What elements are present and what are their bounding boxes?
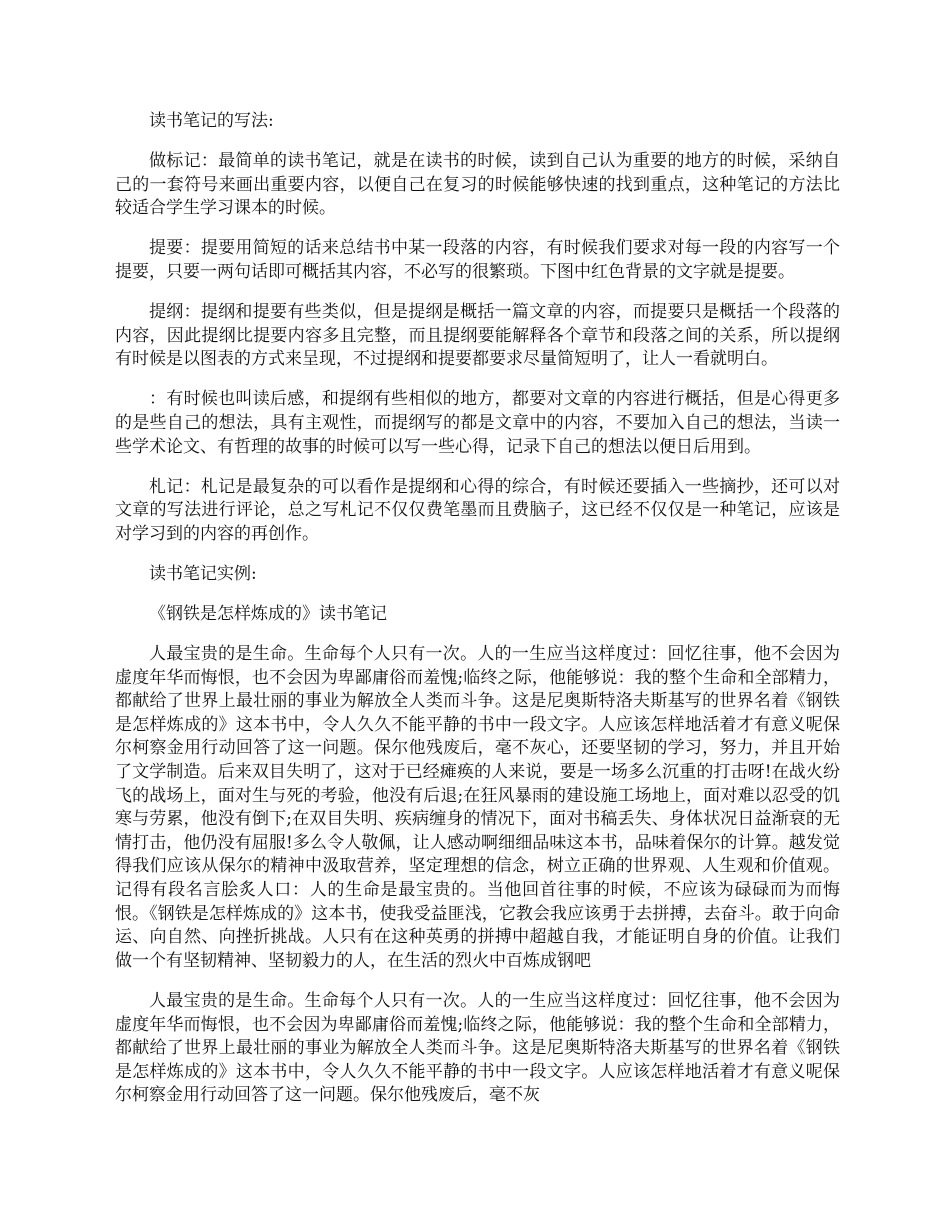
section-heading-methods: 读书笔记的写法: bbox=[149, 111, 274, 131]
paragraph-notes: 札记：札记是最复杂的可以看作是提纲和心得的综合，有时候还要插入一些摘抄，还可以对文章的写法进行评论，总之写札记不仅仅费笔墨而且费脑子，这已经不仅仅是一种笔记，应该是对学习到的内容的再创作。 bbox=[115, 476, 840, 544]
example-paragraph-2: 人最宝贵的是生命。生命每个人只有一次。人的一生应当这样度过：回忆往事，他不会因为虚度年华而悔恨，也不会因为卑鄙庸俗而羞愧;临终之际，他能够说：我的整个生命和全部精力，都献给了世界上最壮丽的事业为解放全人类而斗争。这是尼奥斯特洛夫斯基写的世界名着《钢铁是怎样炼成的》这本书中，令人久久不能平静的书中一段文字。人应该怎样地活着才有意义呢保尔柯察金用行动回答了这一问题。保尔他残废后，毫不灰 bbox=[115, 990, 840, 1106]
paragraph-outline: 提纲：提纲和提要有些类似，但是提纲是概括一篇文章的内容，而提要只是概括一个段落的内容，因此提纲比提要内容多且完整，而且提纲要能解释各个章节和段落之间的关系，所以提纲有时候是以图表的方式来呈现，不过提纲和提要都要求尽量简短明了，让人一看就明白。 bbox=[115, 302, 840, 370]
paragraph-summary: 提要：提要用简短的话来总结书中某一段落的内容，有时候我们要求对每一段的内容写一个提要，只要一两句话即可概括其内容，不必写的很繁琐。下图中红色背景的文字就是提要。 bbox=[115, 238, 840, 282]
example-title: 《钢铁是怎样炼成的》读书笔记 bbox=[149, 604, 387, 624]
document-page bbox=[115, 110, 840, 1124]
paragraph-marking: 做标记：最简单的读书笔记，就是在读书的时候，读到自己认为重要的地方的时候，采纳自己的一套符号来画出重要内容，以便自己在复习的时候能够快速的找到重点，这种笔记的方法比较适合学生学习课本的时候。 bbox=[115, 151, 840, 219]
section-heading-example: 读书笔记实例: bbox=[149, 563, 257, 584]
example-paragraph-1: 人最宝贵的是生命。生命每个人只有一次。人的一生应当这样度过：回忆往事，他不会因为虚度年华而悔恨，也不会因为卑鄙庸俗而羞愧;临终之际，他能够说：我的整个生命和全部精力，都献给了世界上最壮丽的事业为解放全人类而斗争。这是尼奥斯特洛夫斯基写的世界名着《钢铁是怎样炼成的》这本书中，令人久久不能平静的书中一段文字。人应该怎样地活着才有意义呢保尔柯察金用行动回答了这一问题。保尔他残废后，毫不灰心，还要坚韧的学习，努力，并且开始了文学制造。后来双目失明了，这对于已经瘫痪的人来说，要是一场多么沉重的打击呀!在战火纷飞的战场上，面对生与死的考验，他没有后退;在狂风暴雨的建设施工场地上，面对难以忍受的饥寒与劳累，他没有倒下;在双目失明、疾病缠身的情况下，面对书稿丢失、身体状况日益渐衰的无情打击，他仍没有屈服!多么令人敬佩，让人感动啊细细品味这本书，品味着保尔的计算。越发觉得我们应该从保尔的精神中汲取营养，坚定理想的信念，树立正确的世界观、人生观和价值观。记得有段名言脍炙人口：人的生命是最宝贵的。当他回首往事的时候，不应该为碌碌而为而悔恨。《钢铁是怎样炼成的》这本书，使我受益匪浅，它教会我应该勇于去拼搏，去奋斗。敢于向命运、向自然、向挫折挑战。人只有在这种英勇的拼搏中超越自我，才能证明自身的价值。让我们做一个有坚韧精神、坚韧毅力的人，在生活的烈火中百炼成钢吧 bbox=[115, 644, 840, 971]
paragraph-reflection: ：有时候也叫读后感，和提纲有些相似的地方，都要对文章的内容进行概括，但是心得更多的是些自己的想法，具有主观性，而提纲写的都是文章中的内容，不要加入自己的想法，当读一些学术论文、有哲理的故事的时候可以写一些心得，记录下自己的想法以便日后用到。 bbox=[115, 389, 840, 457]
